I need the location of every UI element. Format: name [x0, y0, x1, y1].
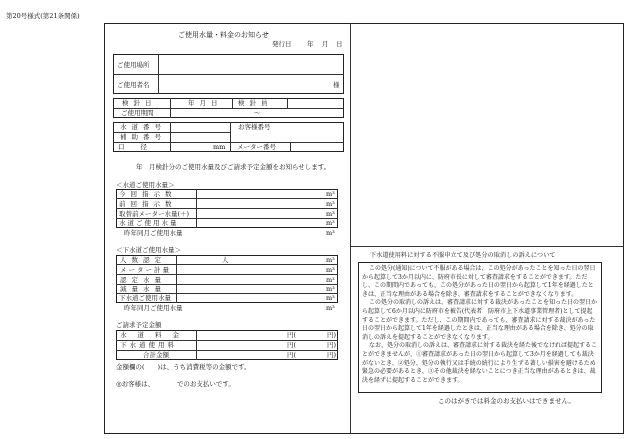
honorific: 様	[333, 81, 340, 89]
appeal-title: 下水道使用料に対する不服申立て及び処分の取消しの訴えについて	[370, 252, 556, 259]
charge-unit-b: 円)	[327, 351, 337, 359]
tax-note: 金額欄の( )は、うち消費税等の金額です。	[116, 363, 251, 371]
sewer-row-label: メーター計量	[120, 266, 171, 274]
charge-unit-a: 円(	[287, 351, 297, 359]
sewer-row-label: 下水道ご使用水量	[119, 294, 171, 302]
water-row-label: 取替前メーター水量(＋)	[119, 210, 190, 218]
issue-date-month: 月	[322, 40, 329, 48]
charge-unit-a: 円(	[287, 341, 297, 349]
water-row-unit: m³	[326, 190, 335, 198]
sewer-row-label: 人数認定	[120, 256, 166, 264]
water-row-unit: m³	[326, 219, 335, 227]
customer-no-label: お客様番号	[238, 123, 271, 131]
charge-unit-a: 円(	[287, 331, 297, 339]
meter-no-label: メーター番号	[237, 143, 276, 151]
charge-row-label: 水道料金	[120, 331, 190, 339]
sewer-row-label: 減量水量	[120, 285, 166, 293]
water-row-label: 前回指示数	[119, 200, 177, 208]
water-last-year-unit: m³	[326, 229, 335, 237]
water-no-label: 水道番号	[120, 123, 166, 131]
sewer-last-year-label: 昨年同月ご使用水量	[124, 304, 183, 312]
intro-text: 年 月検針分のご使用水量及びご請求予定金額をお知らせします。	[136, 163, 331, 171]
sewer-row-unit: m³	[326, 266, 335, 274]
appeal-paragraph: なお、処分の取消しの訴えは、審査請求に対する裁決を経た後でなければ提起することができませんが、①審査請求があった日の翌日から起算して3か月を経過しても裁決がないとき、②処分、処分の執行又は手続の続行により生ずる著しい損害を避けるため緊急の必要があるとき、③その他裁決を経ないことにつき正当な理由があるときは、裁決を経ずに提起することができます。	[362, 342, 598, 384]
charges-heading: ご請求予定金額	[116, 321, 162, 329]
issue-date-label: 発行日	[272, 40, 292, 48]
issue-date-year: 年	[307, 40, 314, 48]
reader-label: 検針員	[238, 99, 273, 107]
bore-unit: mm	[213, 143, 226, 151]
sewer-usage-heading: ＜下水道ご使用水量＞	[116, 246, 181, 254]
charge-row-label: 合計金額	[143, 351, 169, 359]
water-last-year-label: 昨年同月ご使用水量	[124, 229, 183, 237]
charge-unit-b: 円)	[327, 331, 337, 339]
name-label: ご使用者名	[117, 81, 150, 89]
sewer-row-unit: m³	[326, 294, 335, 302]
sewer-row-label: 認定水量	[120, 276, 166, 284]
water-row-unit: m³	[326, 200, 335, 208]
charge-row-label: 下水道使用料	[120, 341, 177, 349]
appeal-footer: このはがきでは料金のお支払いはできません。	[438, 397, 575, 405]
aux-no-label: 補助番号	[120, 133, 166, 141]
page-title: ご使用水量・料金のお知らせ	[178, 31, 269, 39]
reading-date-label: 検針日	[122, 99, 157, 107]
form-number: 第20号様式(第21条関係)	[6, 12, 80, 20]
sewer-last-year-unit: m³	[326, 304, 335, 312]
water-usage-heading: ＜水道ご使用水量＞	[116, 181, 175, 189]
charge-unit-b: 円)	[327, 341, 337, 349]
period-sep: ～	[254, 109, 261, 117]
appeal-paragraph: この処分(通知)について不服がある場合は、この処分があったことを知った日の翌日から起算して3か月以内に、防府市長に対して審査請求をすることができます。ただし、この期間内であっても、この処分があった日の翌日から起算して1年を経過したときは、正当な理由がある場合を除き、審査請求をすることができなくなります。	[362, 265, 596, 298]
period-label: ご使用期間	[121, 109, 154, 117]
appeal-paragraph: この処分の取消しの訴えは、審査請求に対する裁決があったことを知った日の翌日から起算して6か月以内に防府市を被告(代表者 防府市上下水道事業管理者)として提起することができます。ただし、この期間内であっても、審査請求に対する裁決があった日の翌日から起算して1年を経過したときは、正当な理由がある場合を除き、処分の取消しの訴えを提起することができなくなります。	[362, 299, 597, 341]
place-label: ご使用場所	[117, 61, 150, 69]
water-row-label: 今回指示数	[119, 190, 177, 198]
reading-date-value: 年月日	[188, 99, 223, 107]
payment-note: ◎お客様は、 でのお支払いです。	[116, 380, 235, 388]
sewer-row-unit: m³	[326, 285, 335, 293]
sewer-row-unit: m³	[326, 256, 335, 264]
sewer-persons-unit: 人	[222, 256, 229, 264]
water-row-unit: m³	[326, 210, 335, 218]
issue-date-day: 日	[336, 40, 343, 48]
appeal-notice-box	[358, 262, 602, 393]
bore-label: 口径	[118, 143, 163, 151]
center-divider	[350, 23, 351, 434]
sewer-row-unit: m³	[326, 276, 335, 284]
water-row-label: 水道ご使用水量	[119, 219, 179, 227]
